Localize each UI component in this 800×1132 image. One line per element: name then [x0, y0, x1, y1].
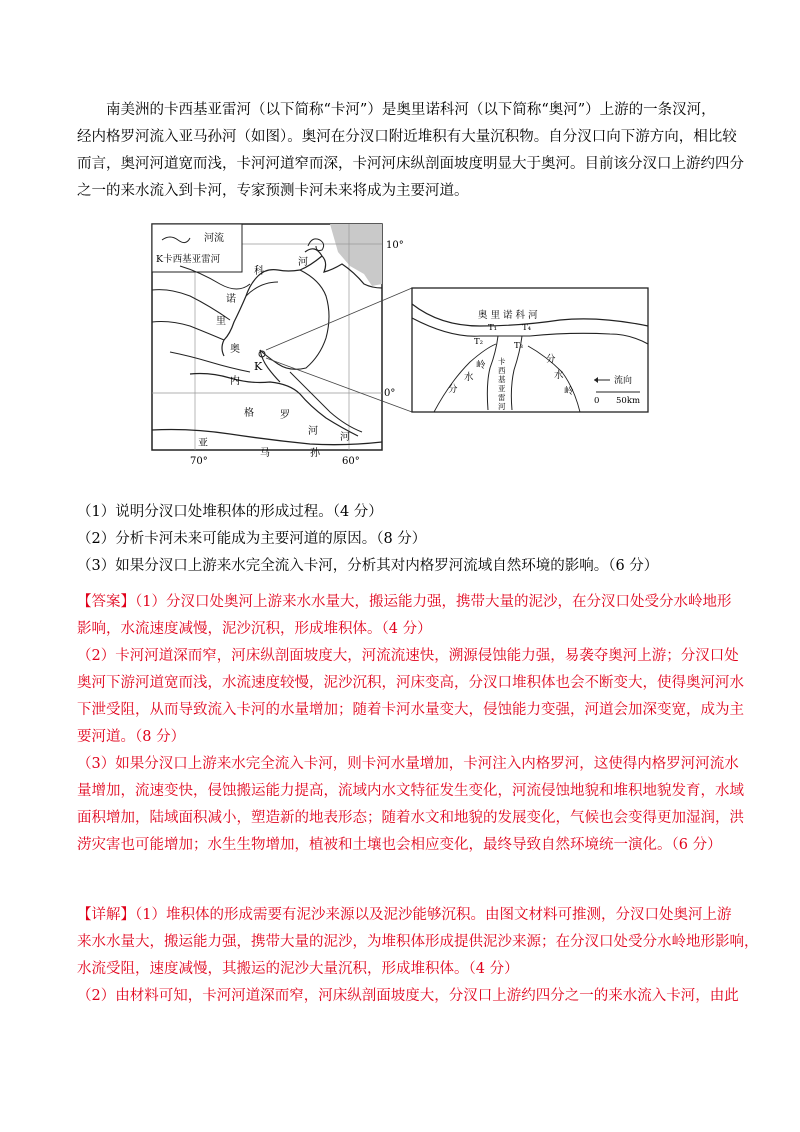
answer-line: 涝灾害也可能增加；水生生物增加，植被和土壤也会相应变化，最终导致自然环境统一演化。（6 分） [77, 837, 722, 853]
answer-tag: 【答案】 [77, 594, 135, 610]
terrace-label: T₂ [474, 337, 484, 347]
inset-label: 分 [546, 354, 556, 365]
inset-k-char: 河 [498, 402, 506, 411]
map-label: 诺 [226, 294, 236, 305]
map-label: 格 [244, 408, 254, 419]
inset-k-char: 雷 [498, 393, 506, 402]
inset-k-char: 基 [498, 375, 506, 384]
inset-label: 分 [448, 384, 458, 395]
intro-line: 而言，奥河河道宽而浅，卡河河道窄而深，卡河河床纵剖面坡度明显大于奥河。目前该分汊口上游约四分 [77, 156, 744, 172]
inset-river-label: 奥 里 诺 科 河 [478, 310, 538, 321]
inset-label: 岭 [564, 386, 574, 397]
intro-paragraph [77, 97, 744, 205]
question-list [77, 499, 737, 580]
answer-line: 奥河下游河道宽而浅，水流速度较慢，泥沙沉积，河床变高，分汊口堆积体也会不断变大，使得奥河河水 [77, 675, 744, 691]
inset-k-char: 西 [498, 366, 506, 375]
scale-km: 50km [616, 396, 641, 406]
detail-tag: 【详解】 [77, 907, 135, 923]
question-item: （1）说明分汊口处堆积体的形成过程。（4 分） [77, 504, 383, 520]
scale-zero: 0 [594, 396, 600, 406]
map-label: 亚 [198, 438, 208, 449]
detail-line: （2）由材料可知，卡河河道深而窄，河床纵剖面坡度大，分汊口上游约四分之一的来水流入卡河，由此 [77, 988, 739, 1004]
detail-line: 来水水量大，搬运能力强，携带大量的泥沙，为堆积体形成提供泥沙来源；在分汊口处受分水岭地形影响， [77, 934, 759, 950]
legend-river-label: 河流 [204, 233, 224, 244]
answer-line: （2）卡河河道深而窄，河床纵剖面坡度大，河流流速快，溯源侵蚀能力强，易袭夺奥河上游；分汊口处 [77, 648, 739, 664]
answer-section [77, 589, 744, 859]
inset-label: 岭 [476, 360, 486, 371]
terrace-label: T₃ [514, 341, 524, 351]
map-label: 马 [260, 448, 270, 459]
map-label: 奥 [230, 344, 240, 355]
legend-k-label: K卡西基亚雷河 [156, 254, 221, 265]
detail-section [77, 902, 759, 1010]
terrace-label: T₄ [522, 323, 532, 333]
map-label: 罗 [280, 410, 290, 421]
inset-label: 水 [464, 372, 474, 383]
intro-line: 之一的来水流入到卡河，专家预测卡河未来将成为主要河道。 [77, 183, 469, 199]
inset-k-char: 卡 [498, 357, 506, 366]
k-label: K [254, 360, 263, 373]
answer-line: 下泄受阻，从而导致流入卡河的水量增加；随着卡河水量变大，侵蚀能力变强，河道会加深变宽，成为主 [77, 702, 744, 718]
inset-k-char: 亚 [498, 384, 506, 393]
question-item: （3）如果分汊口上游来水完全流入卡河，分析其对内格罗河流域自然环境的影响。（6 分） [77, 558, 659, 574]
map-label: 河 [340, 432, 350, 443]
detail-line: （1）堆积体的形成需要有泥沙来源以及泥沙能够沉积。由图文材料可推测，分汊口处奥河上游 [135, 907, 732, 923]
answer-line: （1）分汊口处奥河上游来水水量大，搬运能力强，携带大量的泥沙，在分汊口处受分水岭地形 [135, 594, 732, 610]
answer-line: 影响，水流速度减慢，泥沙沉积，形成堆积体。（4 分） [77, 621, 432, 637]
intro-line: 南美洲的卡西基亚雷河（以下简称“卡河”）是奥里诺科河（以下简称“奥河”）上游的一条汊河， [106, 102, 716, 118]
inset-label: 水 [554, 370, 564, 381]
answer-line: （3）如果分汊口上游来水完全流入卡河，则卡河水量增加，卡河注入内格罗河，这使得内格罗河河流水 [77, 756, 739, 772]
map-label: 科 [254, 266, 264, 277]
lon-label: 60° [342, 456, 360, 467]
intro-line: 经内格罗河流入亚马孙河（如图）。奥河在分汊口附近堆积有大量沉积物。自分汊口向下游方向，相比较 [77, 129, 737, 145]
answer-line: 面积增加，陆域面积减小，塑造新的地表形态；随着水文和地貌的发展变化，气候也会变得更加湿润，洪 [77, 810, 744, 826]
lat-label: 10° [386, 240, 404, 251]
map-label: 孙 [310, 448, 320, 459]
lat-label: 0° [384, 388, 396, 399]
lon-label: 70° [190, 456, 208, 467]
answer-line: 要河道。（8 分） [77, 729, 186, 745]
map-label: 内 [230, 376, 240, 387]
flow-label: 流向 [614, 376, 633, 386]
map-figure [150, 222, 650, 484]
map-label: 河 [308, 426, 318, 437]
map-label: 里 [216, 316, 226, 327]
answer-line: 量增加，流速变快，侵蚀搬运能力提高，流域内水文特征发生变化，河流侵蚀地貌和堆积地貌发育，水域 [77, 783, 744, 799]
detail-line: 水流受阻，速度减慢，其搬运的泥沙大量沉积，形成堆积体。（4 分） [77, 961, 519, 977]
question-item: （2）分析卡河未来可能成为主要河道的原因。（8 分） [77, 531, 427, 547]
map-label: 河 [298, 257, 308, 268]
terrace-label: T₁ [488, 323, 498, 333]
